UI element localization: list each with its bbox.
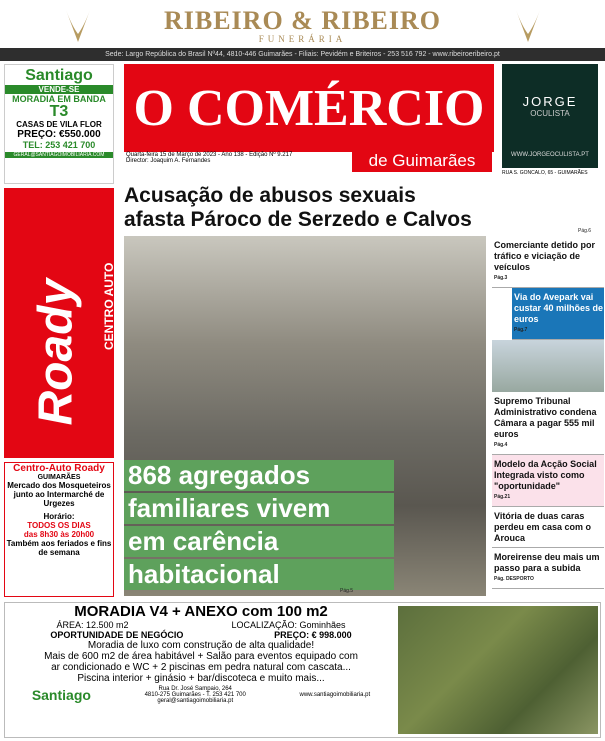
director: Director: Joaquim A. Fernandes xyxy=(126,158,211,164)
ad-line: MORADIA EM BANDA xyxy=(12,94,106,104)
side-story[interactable]: Modelo da Acção Social Integrada visto como "oportunidade" Pág.21 xyxy=(492,455,604,507)
roady-sub: CENTRO AUTO xyxy=(102,262,116,350)
funeral-sub: FUNERÁRIA xyxy=(258,34,347,44)
jorge-name: JORGE xyxy=(522,94,578,109)
side-story[interactable]: Via do Avepark vai custar 40 milhões de euros Pág.7 xyxy=(512,288,604,340)
edition-date: Quarta-feira 15 de Março de 2023 - Ano 138 - Edição Nº 9.217 xyxy=(126,152,293,158)
jorge-address: RUA S. GONCALO, 65 - GUIMARÃES xyxy=(502,170,588,176)
side-story[interactable]: Comerciante detido por tráfico e viciação de veículos Pág.3 xyxy=(492,236,604,288)
jorge-sub: OCULISTA xyxy=(530,109,570,118)
page-ref: Pág.6 xyxy=(578,228,592,234)
ad-email: GERAL@SANTIAGOIMOBILIARIA.COM xyxy=(5,152,113,158)
roady-logo: Roady xyxy=(29,278,83,426)
roady-ad[interactable] xyxy=(4,188,114,458)
cover-story[interactable] xyxy=(124,460,394,592)
santiago-logo: Santiago xyxy=(31,687,91,703)
ad-line: T3 xyxy=(49,103,69,120)
page-ref: Pág.5 xyxy=(340,588,354,594)
ad-line: CASAS DE VILA FLOR xyxy=(16,120,102,129)
ad-price: PREÇO: €550.000 xyxy=(17,129,101,140)
main-headline[interactable] xyxy=(124,184,604,232)
funeral-address: Sede: Largo República do Brasil Nº44, 4810-446 Guimarães - Filiais: Pevidém e Briteiros - 253 516 792 - www.ribeiroeribeiro.pt xyxy=(0,48,605,61)
roady-info: Centro-Auto Roady GUIMARÃES Mercado dos Mosqueteiros junto ao Intermarché de Urgezes Horário: TODOS OS DIAS das 8h30 às 20h00 Também aos feriados e fins de semana xyxy=(4,462,114,597)
avepark-photo xyxy=(492,340,604,392)
funeral-brand: RIBEIRO & RIBEIRO xyxy=(163,6,442,35)
cover-line: familiares vivem xyxy=(124,493,394,524)
santiago-ad[interactable] xyxy=(4,64,114,184)
aerial-photo xyxy=(398,606,598,734)
ad-tag: VENDE-SE xyxy=(5,85,113,94)
property-ad[interactable]: MORADIA V4 + ANEXO com 100 m2 ÁREA: 12.500 m2 LOCALIZAÇÃO: Gominhães OPORTUNIDADE DE NEGÓCIO PREÇO: € 998.000 Moradia de luxo com construção de alta qualidade! Mais de 600 m2 de área habitável + Salão para eventos equipado com ar condicionado e WC + 2 piscinas em pedra natural com cascata... Piscina interior + ginásio + bar/discoteca e muito mais... Santiago Rua Dr. José Sampaio, 264 4810-275 Guimarães - T. 253 421 700 geral@santiagoimobiliaria.pt www.santiagoimobiliaria.pt xyxy=(4,602,601,738)
side-story[interactable]: Supremo Tribunal Administrativo condena Câmara a pagar 555 mil euros Pág.4 xyxy=(492,392,604,455)
ad-title: MORADIA V4 + ANEXO com 100 m2 xyxy=(74,603,328,620)
cover-line: 868 agregados xyxy=(124,460,394,491)
side-story[interactable]: Vitória de duas caras perdeu em casa com o Arouca xyxy=(492,507,604,548)
headline-line: afasta Pároco de Serzedo e Calvos xyxy=(124,208,472,231)
ad-phone: TEL: 253 421 700 xyxy=(22,140,96,150)
wing-icon xyxy=(508,4,548,44)
jorge-url: WWW.JORGEOCULISTA.PT xyxy=(511,152,589,158)
cover-line: em carência xyxy=(124,526,394,557)
side-stories xyxy=(492,236,604,589)
headline-line: Acusação de abusos sexuais xyxy=(124,184,416,207)
side-story[interactable]: Moreirense deu mais um passo para a subida Pág. DESPORTO xyxy=(492,548,604,589)
jorge-ad[interactable] xyxy=(502,64,598,168)
wing-icon xyxy=(58,4,98,44)
santiago-logo: Santiago xyxy=(25,67,93,84)
masthead-title: O COMÉRCIO xyxy=(133,80,485,137)
cover-line: habitacional xyxy=(124,559,394,590)
masthead-sub: de Guimarães xyxy=(352,150,492,172)
